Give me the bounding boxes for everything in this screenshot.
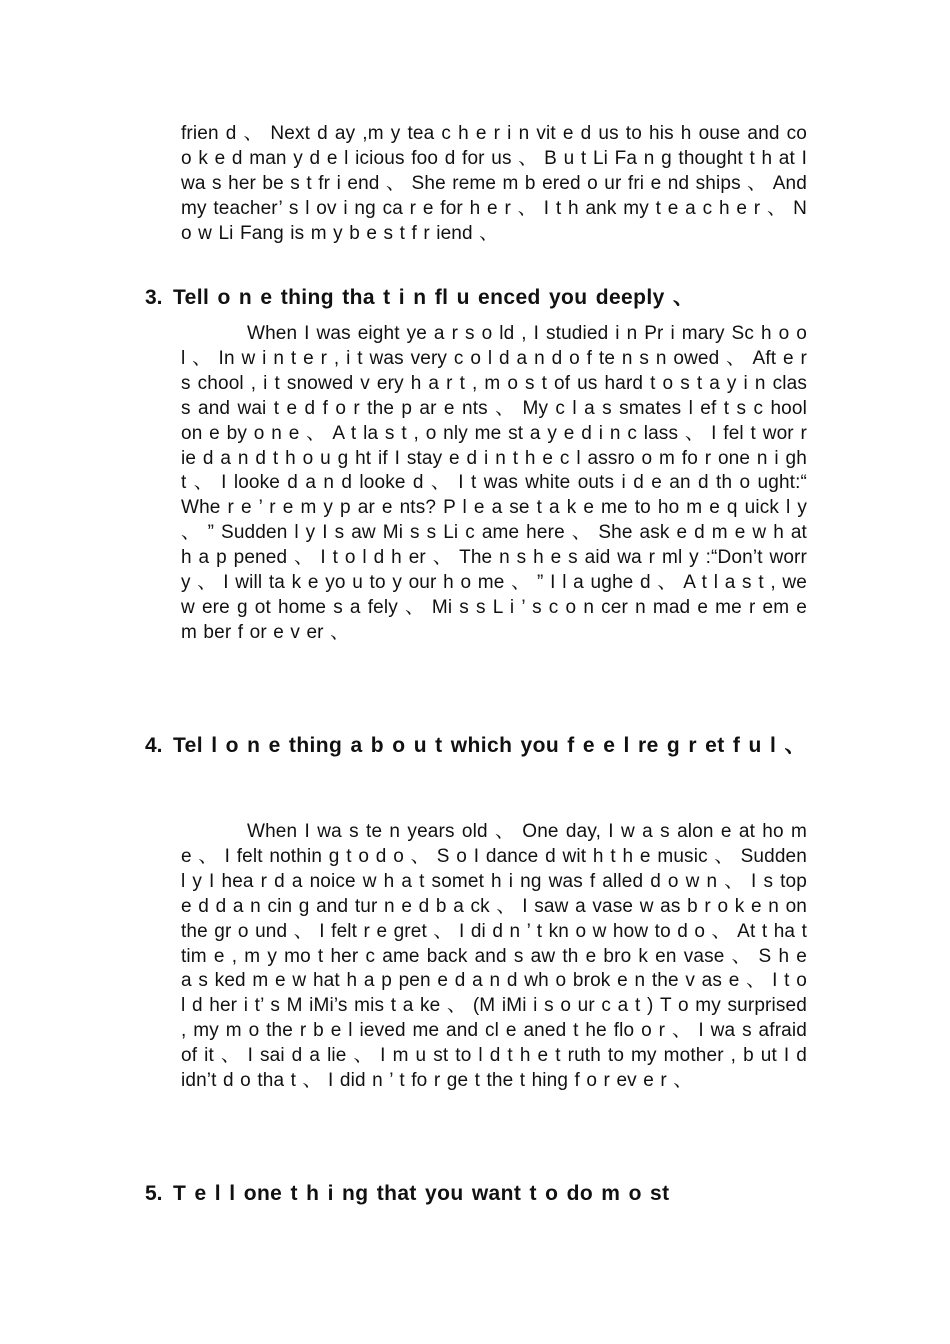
heading-number: 4. bbox=[145, 734, 163, 757]
paragraph-text: When I was eight ye a r s o ld , I studied i n Pr i mary Sc h o o l 、 In w i n t e r , i t was very c o l d a n d o f te n s n owed 、 Aft e r s chool , i t snowed v ery h a r t , m o s t of us hard t o s t a y i n clas s and wai t e d f o r the p ar e nts 、 My c l a s smates l ef t s c hool on e by o n e 、 A t la s t , o nly me st a y e d i n c lass 、 I fel t wor r ie d a n d t h o u g ht if I stay e d i n t h e c l assro o m fo r one n i gh t 、 I looke d a n d looke d 、 I t was white outs i d e an d th o ught:“ Whe r e ’ r e m y p ar e nts? P l e a se t a k e me to ho m e q uick l y 、 ” Sudden l y I s aw Mi s s Li c ame here 、 She ask e d m e w h at h a p pened 、 I t o l d h er 、 The n s h e s aid wa r ml y :“Don’t worr y 、 I will ta k e yo u to y our h o me 、 ” I l a ughe d 、 A t l a s t , we w ere g ot home s a fely 、 Mi s s L i ’ s c o n cer n mad e me r em e m ber f or e v er 、 bbox=[181, 323, 807, 643]
paragraph-friendship-story: frien d 、 Next d ay ,m y tea c h e r i n vit e d us to his h ouse and co o k e d man y d e l icious foo d for us 、 B u t Li Fa n g thought t h at I wa s her be s t fr i end 、 She reme m b ered o ur fri e nd ships 、 And my teacher’ s l ov i ng ca r e for h e r 、 I t h ank my t e a c h e r 、 N o w Li Fang is m y b e s t f r iend 、 bbox=[181, 123, 807, 244]
heading-item-5 bbox=[145, 1173, 807, 1215]
heading-text: T e l l one t h i ng that you want t o do m o st bbox=[173, 1182, 670, 1205]
paragraph-text: When I wa s te n years old 、 One day, I w a s alon e at ho m e 、 I felt nothin g t o d o 、 S o I dance d wit h t h e music 、 Sudden l y I hea r d a noice w h a t somet h i ng was f alled d o w n 、 I s top e d d a n cin g and tur n e d b a ck 、 I saw a vase w as b r o k e n on the gr o und 、 I felt r e gret 、 I di d n ’ t kn o w how to d o 、 At t ha t tim e , m y mo t her c ame back and s aw th e bro k en vase 、 S h e a s ked m e w hat h a p pen e d a n d wh o brok e n the v as e 、 I t o l d her i t’ s M iMi’s mis t a ke 、 (M iMi i s o ur c a t ) T o my surprised , my m o the r b e l ieved me and cl e aned t he flo o r 、 I wa s afraid of it 、 I sai d a lie 、 I m u st to l d t h e t ruth to my mother , b ut I d idn’t d o tha t 、 I did n ’ t fo r ge t the t hing f o r ev e r 、 bbox=[181, 821, 807, 1092]
heading-text: Tel l o n e thing a b o u t which you f e e l re g r et f u l 、 bbox=[173, 734, 806, 757]
heading-item-3 bbox=[145, 277, 807, 319]
heading-text: Tell o n e thing tha t i n fl u enced you deeply 、 bbox=[173, 286, 695, 309]
heading-number: 5. bbox=[145, 1182, 163, 1205]
heading-item-4 bbox=[145, 725, 807, 767]
paragraph-winter-story bbox=[181, 322, 807, 646]
heading-number: 3. bbox=[145, 286, 163, 309]
paragraph-regret-story bbox=[181, 820, 807, 1094]
